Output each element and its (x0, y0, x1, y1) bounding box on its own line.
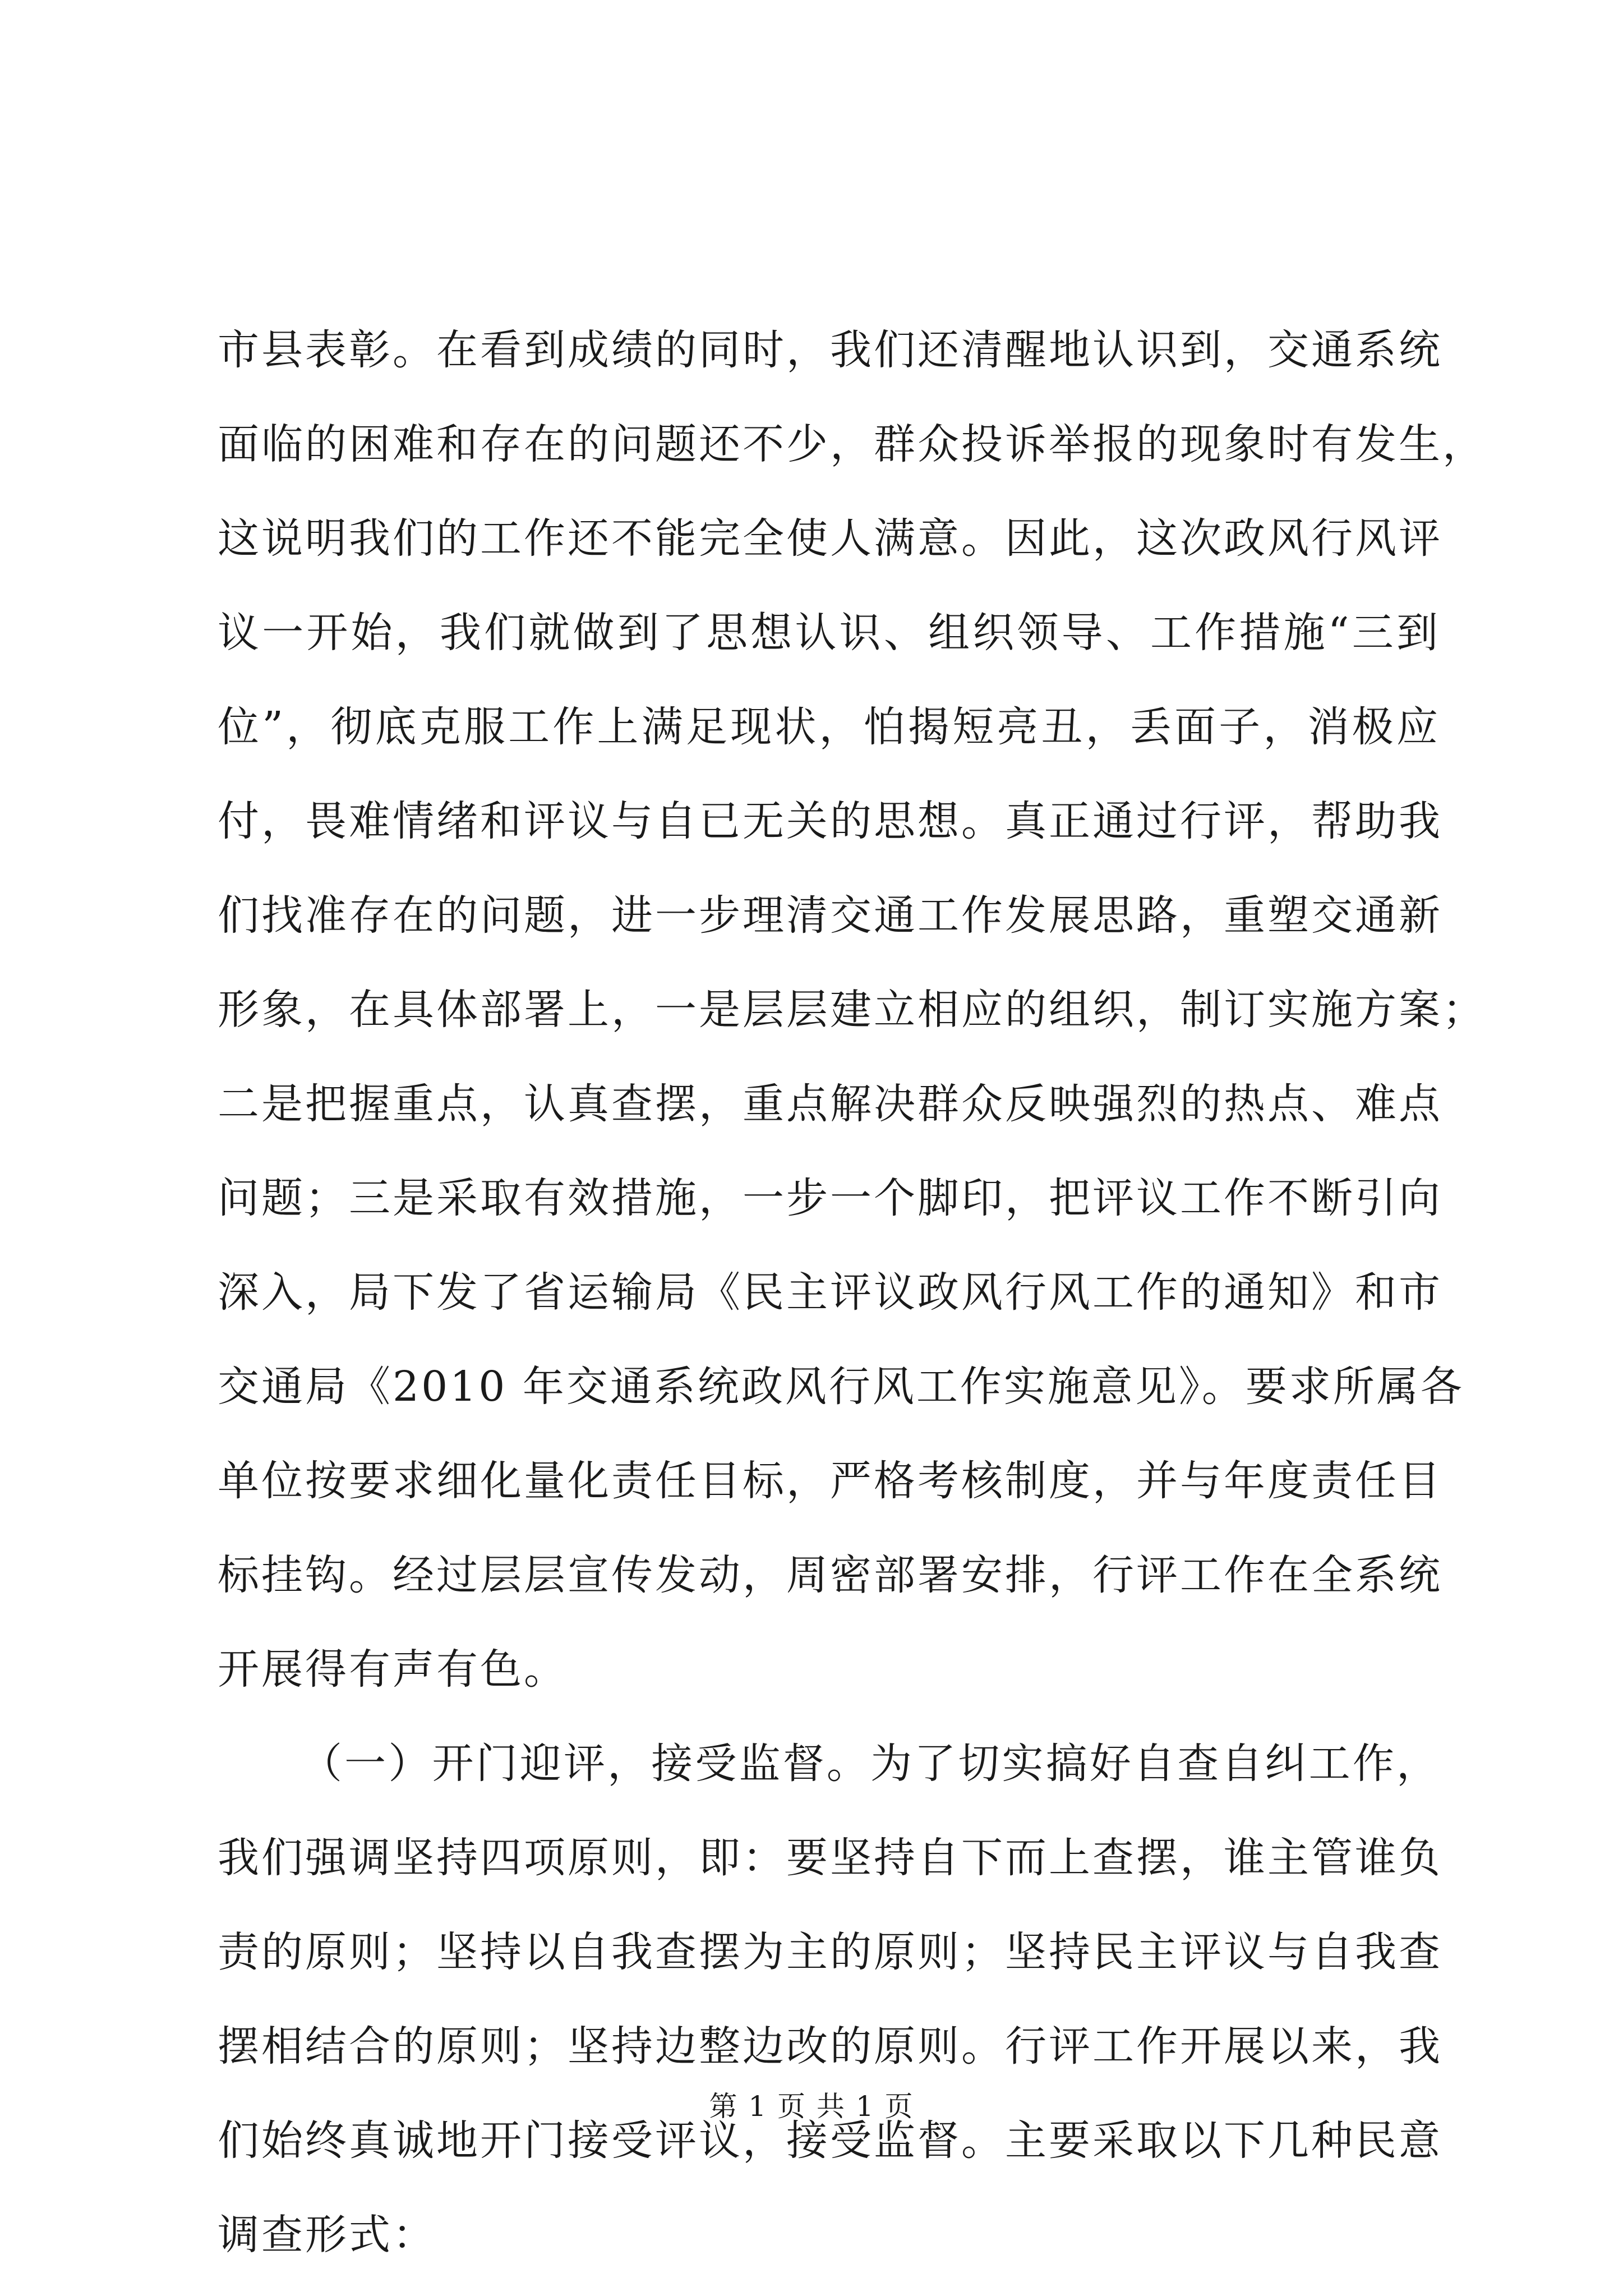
text-line-21: 调查形式： (218, 2211, 436, 2259)
text-line-13: 单位按要求细化量化责任目标，严格考核制度，并与年度责任目 (218, 1457, 1442, 1505)
text-line-14: 标挂钩。经过层层宣传发动，周密部署安排，行评工作在全系统 (218, 1551, 1442, 1599)
page-footer (0, 2087, 1623, 2126)
page-number-label: 第 1 页 共 1 页 (709, 2090, 914, 2123)
text-line-1: 市县表彰。在看到成绩的同时，我们还清醒地认识到，交通系统 (218, 326, 1442, 374)
text-line-20: 们始终真诚地开门接受评议，接受监督。主要采取以下几种民意 (218, 2116, 1442, 2165)
text-line-11: 深入，局下发了省运输局《民主评议政风行风工作的通知》和市 (218, 1268, 1442, 1317)
text-line-9: 二是把握重点，认真查摆，重点解决群众反映强烈的热点、难点 (218, 1080, 1442, 1128)
text-line-17: 我们强调坚持四项原则，即：要坚持自下而上查摆，谁主管谁负 (218, 1834, 1442, 1882)
text-line-4: 议一开始，我们就做到了思想认识、组织领导、工作措施“三到 (218, 609, 1440, 657)
text-line-8: 形象，在具体部署上，一是层层建立相应的组织，制订实施方案； (218, 986, 1486, 1034)
text-line-5: 位”，彻底克服工作上满足现状，怕揭短亮丑，丢面子，消极应 (218, 703, 1440, 751)
text-line-15: 开展得有声有色。 (218, 1645, 568, 1694)
text-line-18: 责的原则；坚持以自我查摆为主的原则；坚持民主评议与自我查 (218, 1928, 1442, 1976)
text-line-19: 摆相结合的原则；坚持边整边改的原则。行评工作开展以来，我 (218, 2022, 1442, 2070)
text-line-12: 交通局《2010 年交通系统政风行风工作实施意见》。要求所属各 (218, 1363, 1464, 1411)
text-line-16: （一）开门迎评，接受监督。为了切实搞好自查自纠工作， (301, 1740, 1440, 1788)
text-line-10: 问题；三是采取有效措施，一步一个脚印，把评议工作不断引向 (218, 1174, 1442, 1222)
text-line-2: 面临的困难和存在的问题还不少，群众投诉举报的现象时有发生， (218, 420, 1486, 468)
text-line-7: 们找准存在的问题，进一步理清交通工作发展思路，重塑交通新 (218, 891, 1442, 940)
text-line-3: 这说明我们的工作还不能完全使人满意。因此，这次政风行风评 (218, 514, 1442, 563)
body-text (218, 303, 1486, 2282)
text-line-6: 付，畏难情绪和评议与自已无关的思想。真正通过行评，帮助我 (218, 797, 1442, 845)
